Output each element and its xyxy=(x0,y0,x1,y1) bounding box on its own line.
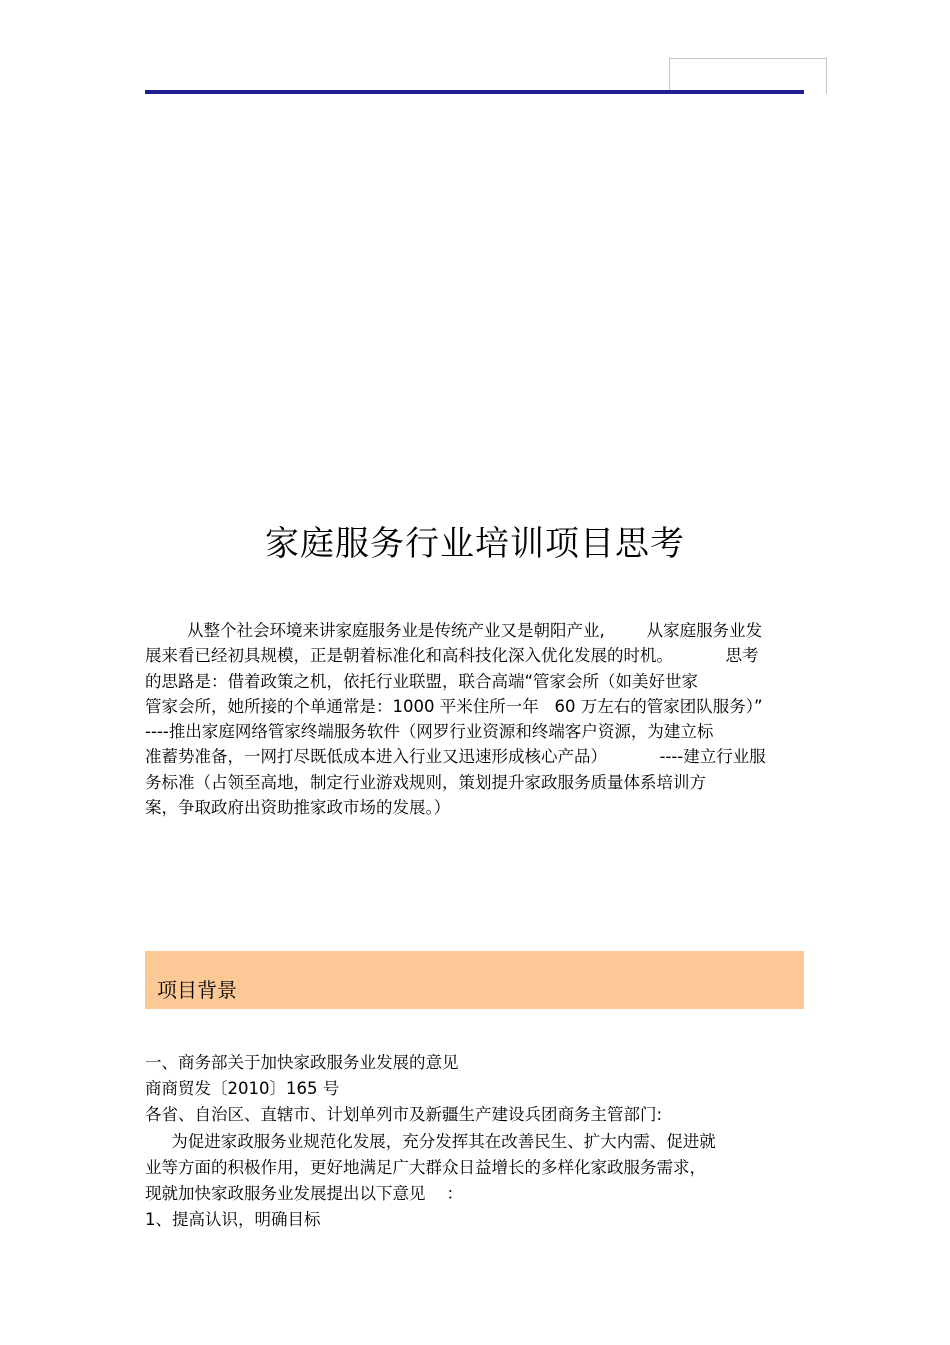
intro-line: 管家会所，她所接的个单通常是：1000 平米住所一年 60 万左右的管家团队服务）” xyxy=(145,696,763,716)
intro-line: 案，争取政府出资助推家政市场的发展。） xyxy=(145,798,451,818)
section-title: 项目背景 xyxy=(157,978,237,1002)
intro-paragraph xyxy=(145,618,810,820)
body-line: 业等方面的积极作用，更好地满足广大群众日益增长的多样化家政服务需求， xyxy=(145,1157,706,1177)
header-rule xyxy=(145,90,804,94)
intro-line: ----推出家庭网络管家终端服务软件（网罗行业资源和终端客户资源，为建立标 xyxy=(145,722,714,742)
body-line: 为促进家政服务业规范化发展，充分发挥其在改善民生、扩大内需、促进就 xyxy=(145,1131,716,1151)
body-line: 商商贸发〔2010〕165 号 xyxy=(145,1079,340,1099)
intro-line: 展来看已经初具规模，正是朝着标准化和高科技化深入优化发展的时机。 思考 xyxy=(145,646,759,666)
body-line: 现就加快家政服务业发展提出以下意见 ： xyxy=(145,1184,463,1204)
intro-line: 准蓄势准备，一网打尽既低成本进入行业又迅速形成核心产品） ----建立行业服 xyxy=(145,747,766,767)
intro-line: 从整个社会环境来讲家庭服务业是传统产业又是朝阳产业, 从家庭服务业发 xyxy=(145,621,763,640)
body-text xyxy=(145,1050,810,1233)
header-box xyxy=(669,58,827,94)
section-header-bar xyxy=(145,951,804,1009)
body-line: 1、提高认识，明确目标 xyxy=(145,1210,321,1230)
document-title: 家庭服务行业培训项目思考 xyxy=(265,524,685,564)
intro-line: 的思路是：借着政策之机，依托行业联盟，联合高端“管家会所（如美好世家 xyxy=(145,671,699,691)
body-line: 各省、自治区、直辖市、计划单列市及新疆生产建设兵团商务主管部门: xyxy=(145,1105,663,1125)
intro-line: 务标准（占领至高地，制定行业游戏规则，策划提升家政服务质量体系培训方 xyxy=(145,772,706,792)
body-line: 一、商务部关于加快家政服务业发展的意见 xyxy=(145,1053,459,1072)
